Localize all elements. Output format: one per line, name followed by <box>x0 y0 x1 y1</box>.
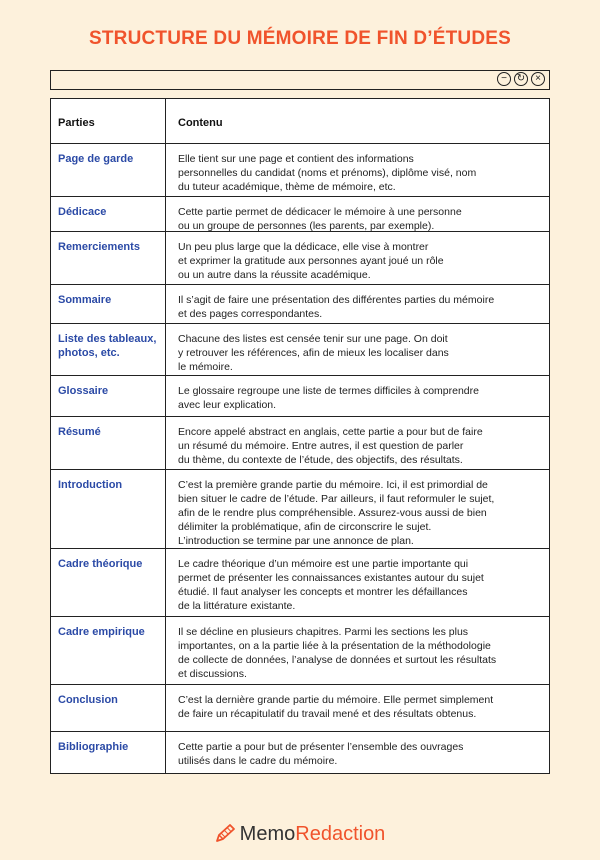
content-line: Le cadre théorique d’un mémoire est une partie importante qui <box>178 558 469 570</box>
logo-part1: Memo <box>239 823 296 845</box>
content-line: un résumé du mémoire. Entre autres, il est question de parler <box>178 440 464 452</box>
row-part-cell: Cadre théorique <box>51 549 166 616</box>
refresh-icon[interactable]: ↻ <box>514 72 528 86</box>
row-content-cell <box>166 549 549 616</box>
content-line: de faire un récapitulatif du travail mené et des résultats obtenus. <box>178 708 477 720</box>
content-line: Il s’agit de faire une présentation des différentes parties du mémoire <box>178 294 495 306</box>
table-row <box>51 285 549 324</box>
content-line: utilisés dans le cadre du mémoire. <box>178 755 338 767</box>
row-content-cell <box>166 144 549 196</box>
row-content-cell <box>166 324 549 375</box>
content-line: et discussions. <box>178 668 247 680</box>
row-part-cell: Bibliographie <box>51 732 166 773</box>
window-toolbar <box>50 70 550 90</box>
content-line: Elle tient sur une page et contient des informations <box>178 153 414 165</box>
page-title: STRUCTURE DU MÉMOIRE DE FIN D’ÉTUDES <box>88 28 512 49</box>
content-line: L’introduction se termine par une annonce de plan. <box>178 535 414 547</box>
content-line: bien situer le cadre de l’étude. Par ailleurs, il faut reformuler le sujet, <box>178 493 495 505</box>
table-row <box>51 732 549 773</box>
content-line: ou un groupe de personnes (les parents, par exemple). <box>178 220 435 232</box>
table-row <box>51 685 549 732</box>
table-row <box>51 376 549 417</box>
structure-table <box>50 98 550 774</box>
content-line: afin de le rendre plus compréhensible. Assurez-vous aussi de bien <box>178 507 487 519</box>
table-row <box>51 470 549 549</box>
logo-part2: Redaction <box>295 823 386 845</box>
table-header-row <box>51 99 549 144</box>
table-row <box>51 324 549 376</box>
row-content-cell <box>166 417 549 469</box>
content-line: de collecte de données, l’analyse de données et surtout les résultats <box>178 654 497 666</box>
content-line: et exprimer la gratitude aux personnes ayant joué un rôle <box>178 255 444 267</box>
table-row <box>51 417 549 470</box>
content-line: Cette partie permet de dédicacer le mémoire à une personne <box>178 206 462 218</box>
content-line: Cette partie a pour but de présenter l’ensemble des ouvrages <box>178 741 464 753</box>
content-line: le mémoire. <box>178 361 233 373</box>
row-part-cell: Liste des tableaux, photos, etc. <box>51 324 166 375</box>
row-content-cell <box>166 732 549 773</box>
table-row <box>51 197 549 232</box>
content-line: y retrouver les références, afin de mieux les localiser dans <box>178 347 449 359</box>
table-row <box>51 617 549 685</box>
content-line: importantes, on a la partie liée à la présentation de la méthodologie <box>178 640 491 652</box>
content-line: Un peu plus large que la dédicace, elle vise à montrer <box>178 241 429 253</box>
pencil-icon <box>215 823 237 843</box>
content-line: délimiter la problématique, afin de circonscrire le sujet. <box>178 521 432 533</box>
header-contenu: Contenu <box>178 117 223 129</box>
row-part-cell: Page de garde <box>51 144 166 196</box>
row-content-cell <box>166 197 549 231</box>
memoredaction-logo <box>0 823 600 846</box>
table-row <box>51 549 549 617</box>
row-content-cell <box>166 685 549 731</box>
content-line: de la littérature existante. <box>178 600 296 612</box>
content-line: Chacune des listes est censée tenir sur une page. On doit <box>178 333 448 345</box>
row-part-cell: Remerciements <box>51 232 166 284</box>
content-line: ou un autre dans la réussite académique. <box>178 269 371 281</box>
row-content-cell <box>166 470 549 548</box>
row-part-cell: Introduction <box>51 470 166 548</box>
row-part-cell: Conclusion <box>51 685 166 731</box>
row-part-cell: Sommaire <box>51 285 166 323</box>
content-line: Il se décline en plusieurs chapitres. Parmi les sections les plus <box>178 626 469 638</box>
close-icon[interactable]: × <box>531 72 545 86</box>
content-line: et des pages correspondantes. <box>178 308 323 320</box>
zoom-out-icon[interactable]: − <box>497 72 511 86</box>
table-row <box>51 232 549 285</box>
content-line: avec leur explication. <box>178 399 277 411</box>
row-content-cell <box>166 376 549 416</box>
content-line: Le glossaire regroupe une liste de termes difficiles à comprendre <box>178 385 479 397</box>
row-part-cell: Cadre empirique <box>51 617 166 684</box>
header-parties: Parties <box>51 99 166 143</box>
row-content-cell <box>166 232 549 284</box>
table-row <box>51 144 549 197</box>
row-part-cell: Glossaire <box>51 376 166 416</box>
content-line: personnelles du candidat (noms et prénoms), diplôme visé, nom <box>178 167 477 179</box>
row-content-cell <box>166 617 549 684</box>
row-part-cell: Résumé <box>51 417 166 469</box>
row-content-cell <box>166 285 549 323</box>
content-line: du tuteur académique, thème de mémoire, etc. <box>178 181 396 193</box>
content-line: Encore appelé abstract en anglais, cette partie a pour but de faire <box>178 426 483 438</box>
row-part-cell: Dédicace <box>51 197 166 231</box>
content-line: C’est la première grande partie du mémoire. Ici, il est primordial de <box>178 479 488 491</box>
content-line: étudié. Il faut analyser les concepts et montrer les défaillances <box>178 586 468 598</box>
content-line: permet de présenter les connaissances existantes autour du sujet <box>178 572 484 584</box>
content-line: du thème, du contexte de l’étude, des objectifs, des résultats. <box>178 454 463 466</box>
content-line: C’est la dernière grande partie du mémoire. Elle permet simplement <box>178 694 494 706</box>
